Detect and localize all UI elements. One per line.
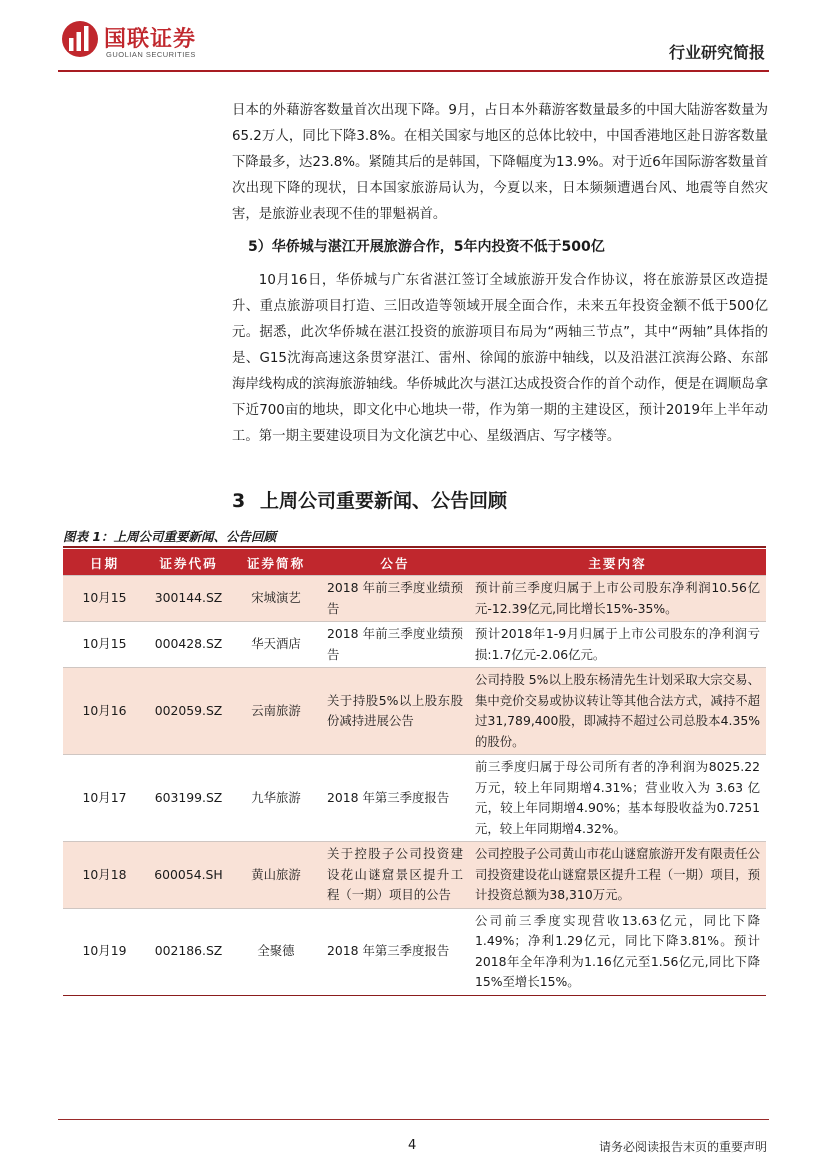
body-paragraph-2: 10月16日，华侨城与广东省湛江签订全域旅游开发合作协议，将在旅游景区改造提升、重点旅游项目打造、三旧改造等领域开展全面合作，未来五年投资金额不低于500亿元。据悉，此次华侨城在湛江投资的旅游项目布局为“两轴三节点”，其中“两轴”具体指的是、G15沈海高速这条贯穿湛江、雷州、徐闻的旅游中轴线，以及沿湛江滨海公路、东部海岸线构成的滨海旅游轴线。华侨城此次与湛江达成投资合作的首个动作，便是在调顺岛拿下近700亩的地块，即文化中心地块一带，作为第一期的主建设区，预计2019年上半年动工。第一期主要建设项目为文化演艺中心、星级酒店、写字楼等。 xyxy=(232,273,768,444)
cell-date: 10月19 xyxy=(63,908,146,995)
cell-date: 10月15 xyxy=(63,576,146,622)
logo-mark-icon xyxy=(60,18,100,60)
cell-code: 300144.SZ xyxy=(146,576,231,622)
cell-content: 前三季度归属于母公司所有者的净利润为8025.22万元，较上年同期增4.31%；营业收入为 3.63 亿元，较上年同期增4.90%；基本每股收益为0.7251元，较上年同期增4.32%。 xyxy=(469,755,766,842)
table-row xyxy=(63,908,766,995)
header-name: 证券简称 xyxy=(231,549,321,576)
cell-content: 公司前三季度实现营收13.63亿元，同比下降1.49%；净利1.29亿元，同比下降3.81%。预计2018年全年净利为1.16亿元至1.56亿元,同比下降15%至增长15%。 xyxy=(469,908,766,995)
footer-divider xyxy=(58,1119,769,1120)
cell-date: 10月17 xyxy=(63,755,146,842)
cell-name: 黄山旅游 xyxy=(231,842,321,909)
logo-text-en: GUOLIAN SECURITIES xyxy=(106,50,196,59)
table-row xyxy=(63,668,766,755)
cell-date: 10月15 xyxy=(63,622,146,668)
cell-announcement: 2018 年第三季度报告 xyxy=(321,908,469,995)
cell-content: 公司控股子公司黄山市花山谜窟旅游开发有限责任公司投资建设花山谜窟景区提升工程（一期）项目，预计投资总额为38,310万元。 xyxy=(469,842,766,909)
page-number: 4 xyxy=(408,1138,417,1153)
cell-date: 10月18 xyxy=(63,842,146,909)
cell-code: 002186.SZ xyxy=(146,908,231,995)
header-code: 证券代码 xyxy=(146,549,231,576)
cell-name: 九华旅游 xyxy=(231,755,321,842)
cell-code: 603199.SZ xyxy=(146,755,231,842)
cell-code: 600054.SH xyxy=(146,842,231,909)
announcements-table xyxy=(63,549,766,996)
cell-code: 000428.SZ xyxy=(146,622,231,668)
cell-content: 预计前三季度归属于上市公司股东净利润10.56亿元-12.39亿元,同比增长15%-35%。 xyxy=(469,576,766,622)
subheading-5: 5）华侨城与湛江开展旅游合作，5年内投资不低于500亿 xyxy=(248,239,605,255)
table-row xyxy=(63,842,766,909)
cell-code: 002059.SZ xyxy=(146,668,231,755)
cell-date: 10月16 xyxy=(63,668,146,755)
table-caption: 图表 1：上周公司重要新闻、公告回顾 xyxy=(63,529,277,544)
header-divider xyxy=(58,70,769,72)
cell-content: 预计2018年1-9月归属于上市公司股东的净利润亏损:1.7亿元-2.06亿元。 xyxy=(469,622,766,668)
cell-name: 全聚德 xyxy=(231,908,321,995)
disclaimer-note: 请务必阅读报告末页的重要声明 xyxy=(598,1140,767,1154)
cell-announcement: 2018 年第三季度报告 xyxy=(321,755,469,842)
cell-announcement: 关于控股子公司投资建设花山谜窟景区提升工程（一期）项目的公告 xyxy=(321,842,469,909)
report-type-title: 行业研究简报 xyxy=(668,43,765,62)
body-paragraph-1: 日本的外藉游客数量首次出现下降。9月，占日本外藉游客数量最多的中国大陆游客数量为65.2万人，同比下降3.8%。在相关国家与地区的总体比较中，中国香港地区赴日游客数量下降最多，达23.8%。紧随其后的是韩国，下降幅度为13.9%。对于近6年国际游客数量首次出现下降的现状，日本国家旅游局认为，今夏以来，日本频频遭遇台风、地震等自然灾害，是旅游业表现不佳的罪魁祸首。 xyxy=(232,103,768,222)
cell-announcement: 2018 年前三季度业绩预告 xyxy=(321,576,469,622)
table-row xyxy=(63,755,766,842)
cell-announcement: 2018 年前三季度业绩预告 xyxy=(321,622,469,668)
logo-text-cn: 国联证券 xyxy=(104,27,197,52)
cell-name: 华天酒店 xyxy=(231,622,321,668)
section-number: 3 xyxy=(232,490,246,512)
cell-announcement: 关于持股5%以上股东股份减持进展公告 xyxy=(321,668,469,755)
table-header-row xyxy=(63,549,766,576)
table-row xyxy=(63,622,766,668)
cell-name: 宋城演艺 xyxy=(231,576,321,622)
header-date: 日期 xyxy=(63,549,146,576)
cell-name: 云南旅游 xyxy=(231,668,321,755)
table-row xyxy=(63,576,766,622)
header-content: 主要内容 xyxy=(469,549,766,576)
company-logo xyxy=(60,18,240,62)
section-title: 上周公司重要新闻、公告回顾 xyxy=(260,490,508,512)
header-announcement: 公告 xyxy=(321,549,469,576)
caption-divider xyxy=(63,546,766,548)
cell-content: 公司持股 5%以上股东杨清先生计划采取大宗交易、集中竞价交易或协议转让等其他合法方式，减持不超过31,789,400股，即减持不超过公司总股本4.35%的股份。 xyxy=(469,668,766,755)
section-heading xyxy=(232,486,507,513)
